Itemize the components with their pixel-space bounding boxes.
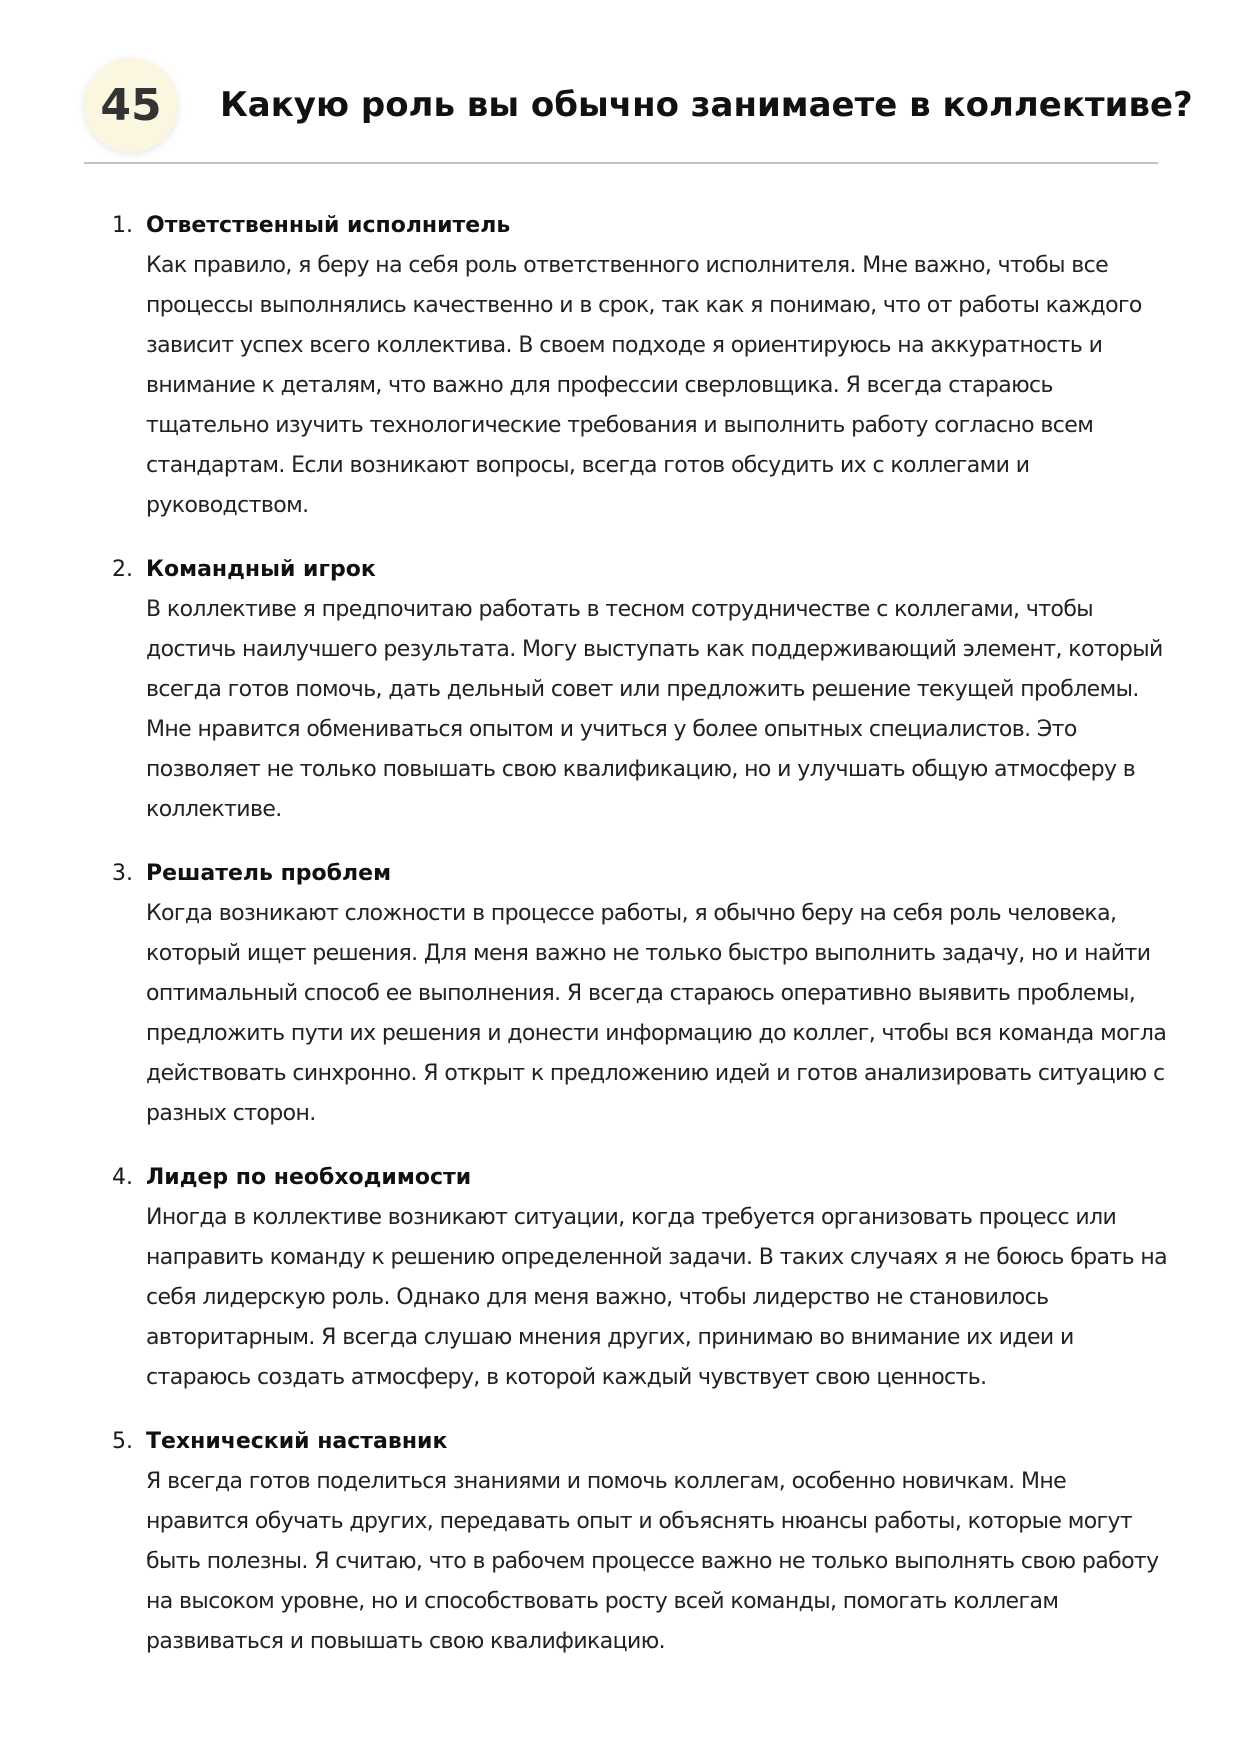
answer-number: 3. [112,861,133,886]
answer-title: Командный игрок [146,557,376,582]
answer-number: 1. [112,213,133,238]
answer-number: 2. [112,557,133,582]
answer-title: Решатель проблем [146,861,392,886]
answer-text: Я всегда готов поделиться знаниями и помочь коллегам, особенно новичкам. Мне нравится обучать других, передавать опыт и объяснять нюансы работы, которые могут быть полезны. Я считаю, что в рабочем процессе важно не только выполнять свою работу на высоком уровне, но и способствовать росту всей команды, помогать коллегам развиваться и повышать свою квалификацию. [146,1469,1159,1654]
answer-text: В коллективе я предпочитаю работать в тесном сотрудничестве с коллегами, чтобы достичь наилучшего результата. Могу выступать как поддерживающий элемент, который всегда готов помочь, дать дельный совет или предложить решение текущей проблемы. Мне нравится обмениваться опытом и учиться у более опытных специалистов. Это позволяет не только повышать свою квалификацию, но и улучшать общую атмосферу в коллективе. [146,597,1163,822]
question-header [84,58,1193,162]
answer-number: 4. [112,1165,133,1190]
title-divider [84,162,1158,164]
question-number-badge: 45 [84,58,178,152]
answer-text: Как правило, я беру на себя роль ответственного исполнителя. Мне важно, чтобы все процессы выполнялись качественно и в срок, так как я понимаю, что от работы каждого зависит успех всего коллектива. В своем подходе я ориентируюсь на аккуратность и внимание к деталям, что важно для профессии сверловщика. Я всегда стараюсь тщательно изучить технологические требования и выполнить работу согласно всем стандартам. Если возникают вопросы, всегда готов обсудить их с коллегами и руководством. [146,253,1142,518]
answer-list [112,206,1172,1686]
answer-item-1 [112,206,1172,526]
answer-item-5 [112,1422,1172,1662]
answer-title: Лидер по необходимости [146,1165,472,1190]
answer-text: Когда возникают сложности в процессе работы, я обычно беру на себя роль человека, который ищет решения. Для меня важно не только быстро выполнить задачу, но и найти оптимальный способ ее выполнения. Я всегда стараюсь оперативно выявить проблемы, предложить пути их решения и донести информацию до коллег, чтобы вся команда могла действовать синхронно. Я открыт к предложению идей и готов анализировать ситуацию с разных сторон. [146,901,1167,1126]
answer-text: Иногда в коллективе возникают ситуации, когда требуется организовать процесс или направить команду к решению определенной задачи. В таких случаях я не боюсь брать на себя лидерскую роль. Однако для меня важно, чтобы лидерство не становилось авторитарным. Я всегда слушаю мнения других, принимаю во внимание их идеи и стараюсь создать атмосферу, в которой каждый чувствует свою ценность. [146,1205,1168,1390]
question-title: Какую роль вы обычно занимаете в коллективе? [220,85,1193,125]
answer-item-4 [112,1158,1172,1398]
answer-number: 5. [112,1429,133,1454]
answer-title: Технический наставник [146,1429,448,1454]
answer-item-3 [112,854,1172,1134]
answer-title: Ответственный исполнитель [146,213,511,238]
answer-item-2 [112,550,1172,830]
